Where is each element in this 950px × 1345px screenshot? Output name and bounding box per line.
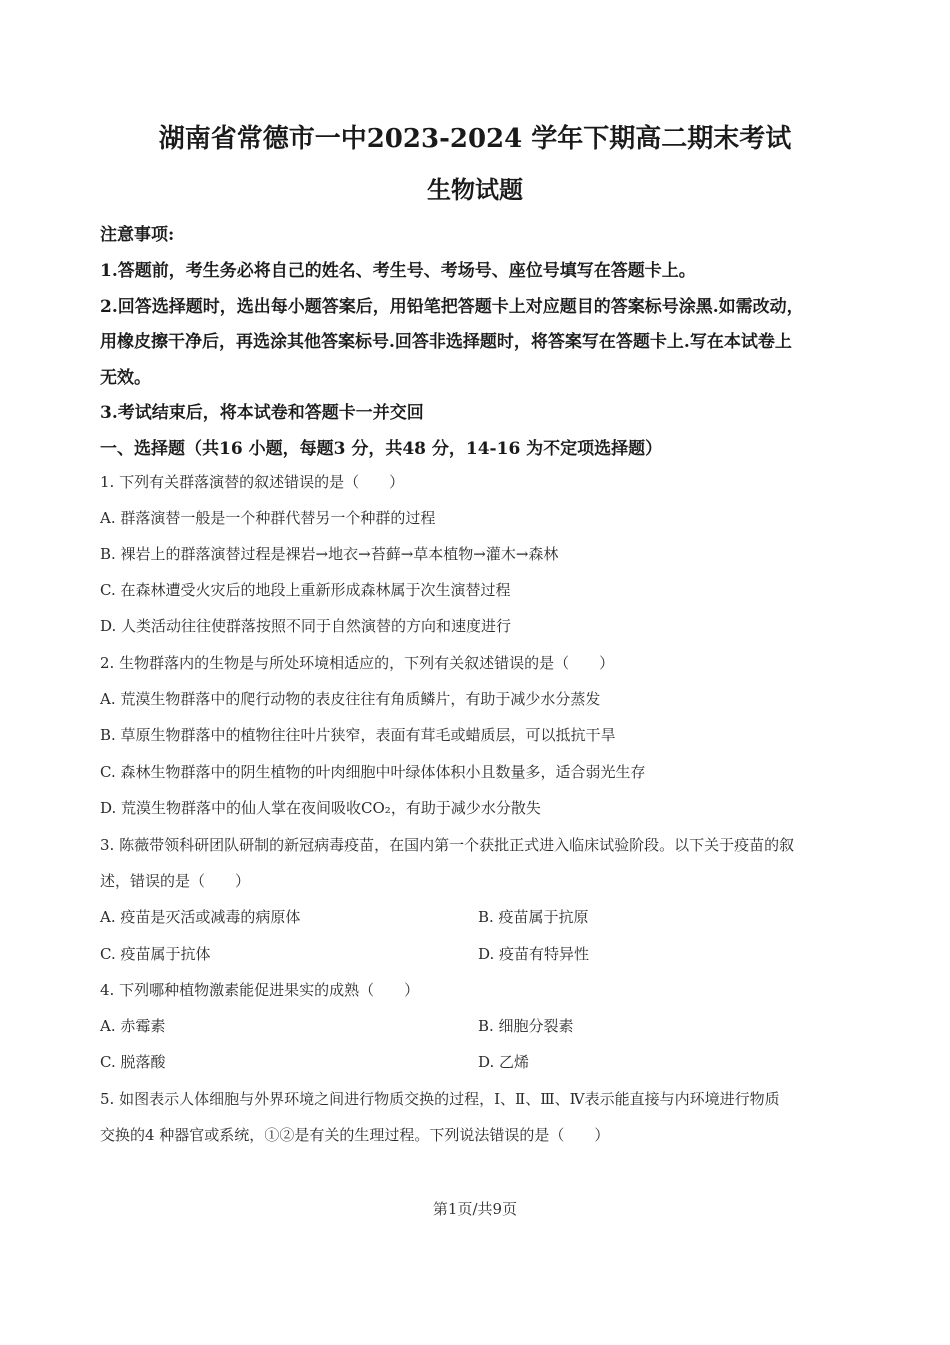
q3-stem-line-1: 3. 陈薇带领科研团队研制的新冠病毒疫苗，在国内第一个获批正式进入临床试验阶段。以下关于疫苗的叙 [100, 836, 795, 854]
q4-option-d: D. 乙烯 [478, 1053, 530, 1071]
q1-option-d: D. 人类活动往往使群落按照不同于自然演替的方向和速度进行 [100, 617, 512, 635]
notice-item-3: 3.考试结束后，将本试卷和答题卡一并交回 [100, 403, 424, 423]
notice-item-1: 1.答题前，考生务必将自己的姓名、考生号、考场号、座位号填写在答题卡上。 [100, 261, 696, 281]
q1-option-a: A. 群落演替一般是一个种群代替另一个种群的过程 [100, 509, 436, 527]
q3-option-d: D. 疫苗有特异性 [478, 945, 590, 963]
q5-stem-line-1: 5. 如图表示人体细胞与外界环境之间进行物质交换的过程，Ⅰ、Ⅱ、Ⅲ、Ⅳ表示能直接与内环境进行物质 [100, 1090, 780, 1108]
exam-title: 湖南省常德市一中2023-2024 学年下期高二期末考试 [158, 124, 792, 154]
q2-option-b: B. 草原生物群落中的植物往往叶片狭窄，表面有茸毛或蜡质层，可以抵抗干旱 [100, 726, 616, 744]
q4-option-c: C. 脱落酸 [100, 1053, 166, 1071]
page-footer: 第1页/共9页 [432, 1200, 518, 1218]
q2-option-d: D. 荒漠生物群落中的仙人掌在夜间吸收CO₂，有助于减少水分散失 [100, 799, 541, 817]
q4-option-a: A. 赤霉素 [100, 1017, 166, 1035]
q3-stem-line-2: 述，错误的是（ ） [100, 872, 251, 890]
q4-option-b: B. 细胞分裂素 [478, 1017, 574, 1035]
section-heading: 一、选择题（共16 小题，每题3 分，共48 分，14-16 为不定项选择题） [100, 439, 663, 459]
q3-option-a: A. 疫苗是灭活或减毒的病原体 [100, 908, 301, 926]
exam-subtitle: 生物试题 [427, 175, 523, 204]
q1-option-b: B. 裸岩上的群落演替过程是裸岩→地衣→苔藓→草本植物→灌木→森林 [100, 545, 559, 563]
notice-item-2: 2.回答选择题时，选出每小题答案后，用铅笔把答题卡上对应题目的答案标号涂黑.如需改动， [100, 297, 804, 317]
q4-stem: 4. 下列哪种植物激素能促进果实的成熟（ ） [100, 981, 420, 999]
q3-option-b: B. 疫苗属于抗原 [478, 908, 589, 926]
q5-stem-line-2: 交换的4 种器官或系统，①②是有关的生理过程。下列说法错误的是（ ） [100, 1126, 610, 1144]
notice-heading: 注意事项: [100, 225, 175, 245]
notice-item-2-cont: 用橡皮擦干净后，再选涂其他答案标号.回答非选择题时，将答案写在答题卡上.写在本试卷上 [100, 332, 792, 352]
q2-option-c: C. 森林生物群落中的阴生植物的叶肉细胞中叶绿体体积小且数量多，适合弱光生存 [100, 763, 646, 781]
q3-option-c: C. 疫苗属于抗体 [100, 945, 211, 963]
notice-item-2-end: 无效。 [100, 368, 151, 388]
q2-stem: 2. 生物群落内的生物是与所处环境相适应的，下列有关叙述错误的是（ ） [100, 654, 615, 672]
q2-option-a: A. 荒漠生物群落中的爬行动物的表皮往往有角质鳞片，有助于减少水分蒸发 [100, 690, 601, 708]
q1-stem: 1. 下列有关群落演替的叙述错误的是（ ） [100, 473, 405, 491]
q1-option-c: C. 在森林遭受火灾后的地段上重新形成森林属于次生演替过程 [100, 581, 511, 599]
